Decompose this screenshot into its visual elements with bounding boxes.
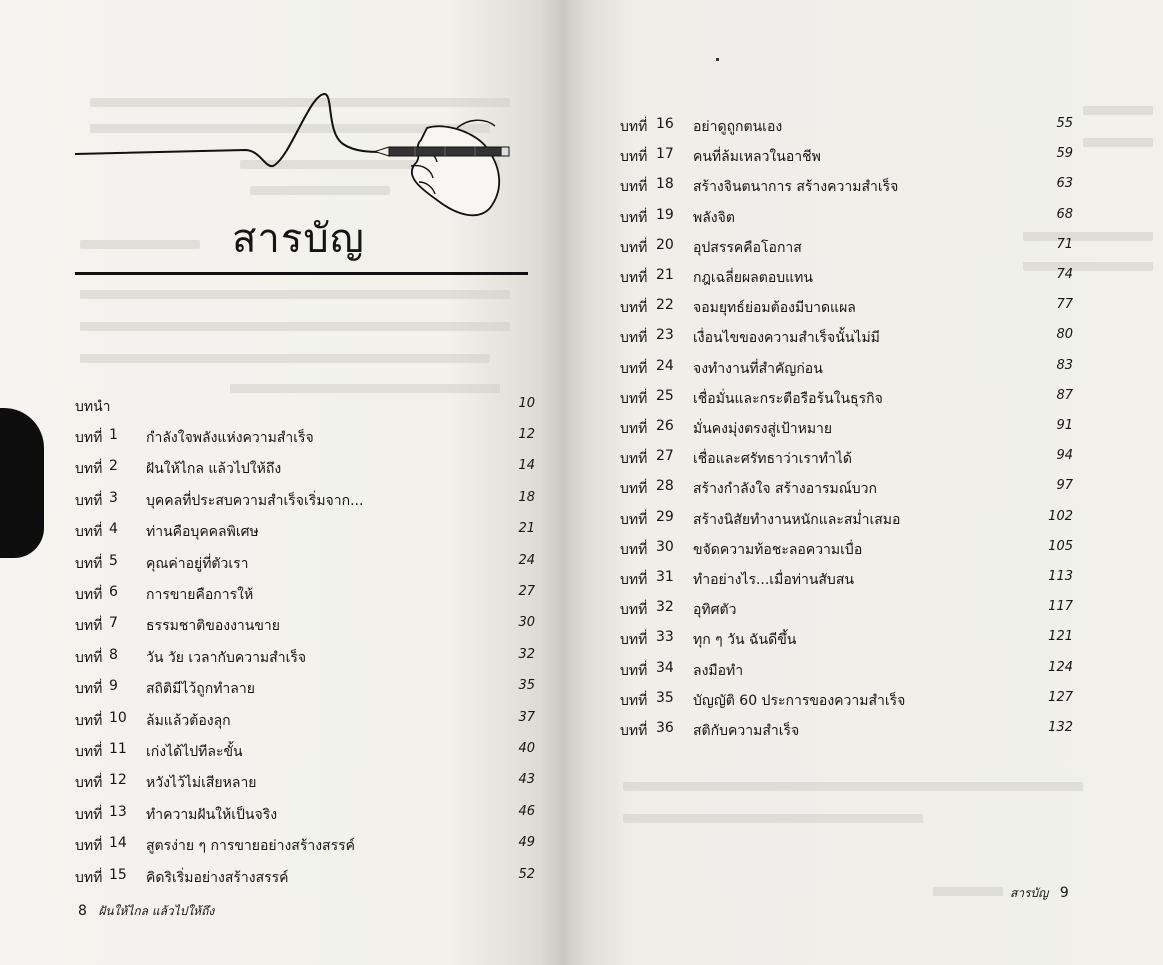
chapter-title: เงื่อนไขของความสำเร็จนั้นไม่มี [693,330,880,347]
chapter-number: 20 [656,236,674,253]
chapter-page: 121 [1048,629,1073,645]
title-underline [75,272,528,275]
toc-entry [75,490,535,512]
chapter-number: 26 [656,418,674,434]
chapter-page: 32 [518,646,535,662]
toc-entry [620,569,1073,591]
chapter-word: บทที่ [75,681,103,698]
chapter-title: อุปสรรคคือโอกาส [693,239,802,256]
chapter-word: บทที่ [620,209,648,226]
chapter-number: 16 [656,116,674,132]
chapter-title: จงทำงานที่สำคัญก่อน [693,360,823,377]
chapter-page: 113 [1048,569,1073,584]
chapter-title: กฎเฉลี่ยผลตอบแทน [693,270,813,286]
toc-entry [620,448,1073,470]
toc-entry [620,720,1073,742]
chapter-title: ทำอย่างไร...เมื่อท่านสับสน [693,572,854,588]
chapter-page: 124 [1048,659,1073,675]
chapter-title: ทุก ๆ วัน ฉันดีขึ้น [693,632,797,649]
footer-right-section: สารบัญ [1010,886,1049,900]
chapter-page: 18 [518,489,535,505]
page-title: สารบัญ [232,216,365,262]
chapter-title: ลงมือทำ [693,662,744,679]
chapter-number: 8 [109,646,118,663]
chapter-word: บทที่ [620,119,648,135]
chapter-page: 97 [1056,478,1073,494]
toc-entry [75,458,535,480]
toc-entry [620,237,1073,259]
chapter-number: 34 [656,659,674,676]
toc-entry [620,690,1073,712]
toc-entry [620,388,1073,410]
footer-left [78,902,214,921]
chapter-title: บัญญัติ 60 ประการของความสำเร็จ [693,692,906,709]
chapter-word: บทที่ [620,179,648,196]
chapter-page: 63 [1056,176,1073,192]
chapter-page: 46 [518,803,535,819]
chapter-number: 18 [656,176,674,193]
chapter-number: 9 [109,678,118,695]
chapter-number: 13 [109,803,127,820]
toc-entry [620,358,1073,380]
chapter-page: 55 [1056,116,1073,131]
chapter-title: อุทิศตัว [693,602,737,619]
chapter-page: 37 [518,709,535,725]
chapter-number: 6 [109,584,118,600]
chapter-title: สถิติมีไว้ถูกทำลาย [146,681,255,698]
intro-label: บทนำ [75,399,111,415]
toc-entry [75,427,535,449]
chapter-page: 59 [1056,146,1073,162]
chapter-title: เก่งได้ไปทีละขั้น [146,744,243,760]
chapter-word: บทที่ [75,775,103,792]
toc-entry [75,741,535,763]
chapter-page: 12 [518,427,535,442]
chapter-page: 30 [518,615,535,631]
toc-entry [75,553,535,575]
chapter-number: 33 [656,629,674,646]
chapter-title: สร้างนิสัยทำงานหนักและสม่ำเสมอ [693,511,901,528]
chapter-page: 27 [518,584,535,599]
chapter-page: 77 [1056,297,1073,313]
chapter-page: 105 [1048,538,1073,554]
chapter-number: 5 [109,552,118,569]
chapter-title: สร้างกำลังใจ สร้างอารมณ์บวก [693,481,877,498]
toc-entry [75,521,535,543]
toc-entry [620,629,1073,651]
chapter-word: บทที่ [75,744,103,760]
toc-entry [620,207,1073,229]
chapter-word: บทที่ [620,541,648,558]
thumb [0,408,44,558]
chapter-number: 17 [656,146,674,163]
chapter-title: ทำความฝันให้เป็นจริง [146,806,278,823]
chapter-number: 21 [656,267,674,283]
chapter-word: บทที่ [620,662,648,679]
intro-page: 10 [518,396,535,411]
intro-entry [75,396,535,418]
toc-entry [620,297,1073,319]
chapter-title: ล้มแล้วต้องลุก [146,712,231,729]
chapter-page: 71 [1056,236,1073,252]
toc-entry [620,509,1073,531]
chapter-word: บทที่ [620,149,648,166]
chapter-word: บทที่ [75,649,103,666]
chapter-title: อย่าดูถูกตนเอง [693,119,783,135]
toc-entry [75,710,535,732]
chapter-title: จอมยุทธ์ย่อมต้องมีบาดแผล [693,300,856,317]
toc-entry [620,539,1073,561]
chapter-page: 49 [518,835,535,851]
chapter-title: ขจัดความท้อชะลอความเบื่อ [693,541,863,558]
chapter-word: บทที่ [75,492,103,509]
chapter-word: บทที่ [620,511,648,528]
chapter-title: คิดริเริ่มอย่างสร้างสรรค์ [146,869,289,886]
chapter-number: 24 [656,357,674,374]
chapter-word: บทที่ [620,300,648,317]
chapter-word: บทที่ [75,712,103,729]
chapter-word: บทที่ [75,838,103,855]
toc-entry [75,772,535,794]
chapter-number: 36 [656,720,674,736]
toc-entry [620,267,1073,289]
chapter-number: 35 [656,689,674,706]
chapter-page: 94 [1056,448,1073,464]
chapter-title: สติกับความสำเร็จ [693,723,800,739]
chapter-number: 1 [109,427,118,443]
toc-entry [75,804,535,826]
chapter-word: บทที่ [620,481,648,498]
chapter-title: เชื่อและศรัทธาว่าเราทำได้ [693,451,852,468]
chapter-number: 4 [109,521,118,538]
chapter-word: บทที่ [620,330,648,347]
footer-right [1010,884,1069,903]
toc-entry [620,599,1073,621]
chapter-number: 25 [656,387,674,404]
footer-left-page: 8 [78,903,87,919]
chapter-number: 3 [109,489,118,506]
chapter-number: 10 [109,709,127,726]
chapter-page: 68 [1056,206,1073,222]
chapter-page: 43 [518,772,535,788]
chapter-word: บทที่ [620,692,648,709]
chapter-title: กำลังใจพลังแห่งความสำเร็จ [146,430,314,446]
toc-entry [620,116,1073,138]
chapter-number: 11 [109,741,127,757]
chapter-page: 102 [1048,508,1073,524]
chapter-number: 14 [109,835,127,852]
chapter-number: 7 [109,615,118,632]
toc-entry [620,176,1073,198]
toc-entry [620,478,1073,500]
toc-entry [75,867,535,889]
toc-entry [75,584,535,606]
chapter-number: 28 [656,478,674,495]
chapter-page: 117 [1048,599,1073,615]
chapter-page: 14 [518,458,535,474]
chapter-page: 80 [1056,327,1073,343]
chapter-page: 83 [1056,357,1073,373]
chapter-number: 19 [656,206,674,223]
chapter-number: 31 [656,569,674,585]
dust-mark [716,58,719,61]
footer-left-book-title: ฝันให้ไกล แล้วไปให้ถึง [98,904,215,918]
left-page [0,0,563,965]
chapter-page: 24 [518,552,535,568]
chapter-page: 87 [1056,387,1073,403]
chapter-title: หวังไว้ไม่เสียหลาย [146,775,257,792]
chapter-title: พลังจิต [693,209,735,226]
chapter-page: 74 [1056,267,1073,282]
footer-right-page: 9 [1059,885,1069,901]
chapter-title: มั่นคงมุ่งตรงสู่เป้าหมาย [693,421,833,437]
toc-entry [620,146,1073,168]
chapter-page: 52 [518,866,535,882]
chapter-number: 22 [656,297,674,314]
toc-entry [620,327,1073,349]
chapter-title: บุคคลที่ประสบความสำเร็จเริ่มจาก... [146,492,364,509]
toc-entry [75,835,535,857]
chapter-page: 132 [1048,720,1073,735]
chapter-title: คนที่ล้มเหลวในอาชีพ [693,149,821,166]
chapter-page: 35 [518,678,535,694]
chapter-word: บทที่ [75,869,103,886]
chapter-title: ฝันให้ไกล แล้วไปให้ถึง [146,461,282,478]
toc-entry [620,418,1073,440]
chapter-number: 30 [656,538,674,555]
chapter-title: เชื่อมั่นและกระตือรือร้นในธุรกิจ [693,390,883,407]
chapter-word: บทที่ [620,239,648,256]
chapter-title: สูตรง่าย ๆ การขายอย่างสร้างสรรค์ [146,838,355,855]
chapter-title: สร้างจินตนาการ สร้างความสำเร็จ [693,179,899,196]
chapter-word: บทที่ [75,587,103,603]
chapter-title: คุณค่าอยู่ที่ตัวเรา [146,555,249,572]
toc-entry [75,647,535,669]
chapter-number: 15 [109,866,127,883]
chapter-number: 32 [656,599,674,616]
chapter-page: 127 [1048,689,1073,705]
chapter-word: บทที่ [620,602,648,619]
chapter-word: บทที่ [620,632,648,649]
chapter-word: บทที่ [620,572,648,588]
toc-entry [75,678,535,700]
chapter-word: บทที่ [620,270,648,286]
chapter-number: 27 [656,448,674,465]
chapter-number: 29 [656,508,674,525]
chapter-title: วัน วัย เวลากับความสำเร็จ [146,649,307,666]
chapter-word: บทที่ [75,555,103,572]
chapter-title: ธรรมชาติของงานขาย [146,618,280,635]
chapter-word: บทที่ [620,723,648,739]
chapter-word: บทที่ [75,430,103,446]
chapter-title: การขายคือการให้ [146,587,254,603]
toc-entry [620,660,1073,682]
chapter-number: 23 [656,327,674,344]
chapter-word: บทที่ [75,461,103,478]
chapter-number: 2 [109,458,118,475]
chapter-word: บทที่ [75,524,103,541]
chapter-word: บทที่ [620,451,648,468]
chapter-number: 12 [109,772,127,789]
chapter-word: บทที่ [620,421,648,437]
toc-entry [75,615,535,637]
chapter-page: 40 [518,741,535,756]
chapter-title: ท่านคือบุคคลพิเศษ [146,524,259,541]
chapter-word: บทที่ [620,390,648,407]
chapter-word: บทที่ [75,618,103,635]
chapter-word: บทที่ [620,360,648,377]
chapter-word: บทที่ [75,806,103,823]
chapter-page: 21 [518,521,535,537]
chapter-page: 91 [1056,418,1073,433]
